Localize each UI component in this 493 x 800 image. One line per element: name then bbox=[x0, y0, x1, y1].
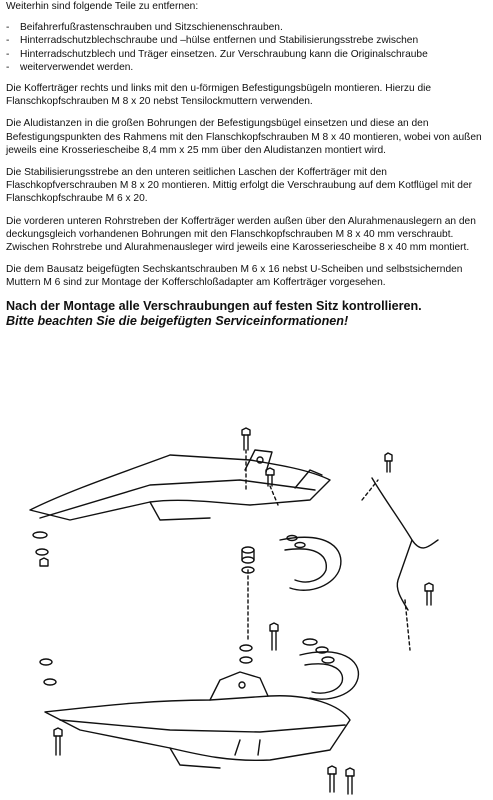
notice-line-2: Bitte beachten Sie die beigefügten Serviceinformationen! bbox=[6, 313, 349, 328]
notice-line-1: Nach der Montage alle Verschraubungen auf festen Sitz kontrollieren. bbox=[6, 298, 422, 313]
list-item: - Hinterradschutzblech und Träger einsetzen. Zur Verschraubung kann die Originalschraube bbox=[6, 48, 488, 61]
stabilizer-strut bbox=[372, 453, 438, 610]
list-item: - weiterverwendet werden. bbox=[6, 61, 488, 74]
instruction-document bbox=[6, 0, 488, 329]
intro-text: Weiterhin sind folgende Teile zu entfernen: bbox=[6, 1, 199, 12]
upper-bolts bbox=[33, 428, 274, 566]
list-item: - Beifahrerfußrastenschrauben und Sitzschienenschrauben. bbox=[6, 21, 488, 34]
lower-u-bracket bbox=[270, 623, 358, 699]
upper-u-bracket bbox=[242, 536, 341, 591]
paragraph-tube-struts: Die vorderen unteren Rohrstreben der Kofferträger werden außen über den Alurahmenauslegern an den deckungsgleich vorhandenen Bohrungen mit den Flanschkopfschrauben M 8 x 40 mm verschraubt. Zwischen Rohrstrebe und Alurahmenausleger wird jeweils eine Karosseriescheibe 8 x 40 mm montiert. bbox=[6, 215, 476, 254]
paragraph-mounting: Die Kofferträger rechts und links mit den u-förmigen Befestigungsbügeln montieren. Hierzu die Flanschkopfschrauben M 8 x 20 nebst Tensilockmuttern verwenden. bbox=[6, 83, 432, 108]
lower-carrier-frame bbox=[45, 672, 350, 768]
paragraph-lock-adapter: Die dem Bausatz beigefügten Sechskantschrauben M 6 x 16 nebst U-Scheiben und selbstsichernden Muttern M 6 sind zur Montage der Kofferschloßadapter am Kofferträger vorgesehen. bbox=[6, 264, 463, 289]
bottom-bolts bbox=[328, 766, 354, 794]
upper-carrier-frame bbox=[30, 450, 330, 520]
assembly-drawing bbox=[10, 410, 480, 798]
parts-list bbox=[6, 21, 488, 74]
paragraph-stabilizer: Die Stabilisierungsstrebe an den unteren seitlichen Laschen der Kofferträger mit den Flaschkopfverschrauben M 8 x 20 montieren. Mittig erfolgt die Verschraubung auf dem Kotflügel mit der Flanschkopfschraube M 6 x 20. bbox=[6, 167, 473, 205]
alignment-lines bbox=[246, 450, 410, 650]
paragraph-spacers: Die Aludistanzen in die großen Bohrungen der Befestigungsbügel einsetzen und diese an den Befestigungspunkten des Rahmens mit den Flanschkopfschrauben M 8 x 40 montieren, wobei von außen jeweils eine Krosseriescheibe 8,4 mm x 25 mm über den Aludistanzen montiert wird. bbox=[6, 118, 482, 156]
list-item: - Hinterradschutzblechschraube und –hülse entfernen und Stabilisierungsstrebe zwischen bbox=[6, 34, 488, 47]
notice bbox=[6, 299, 488, 329]
